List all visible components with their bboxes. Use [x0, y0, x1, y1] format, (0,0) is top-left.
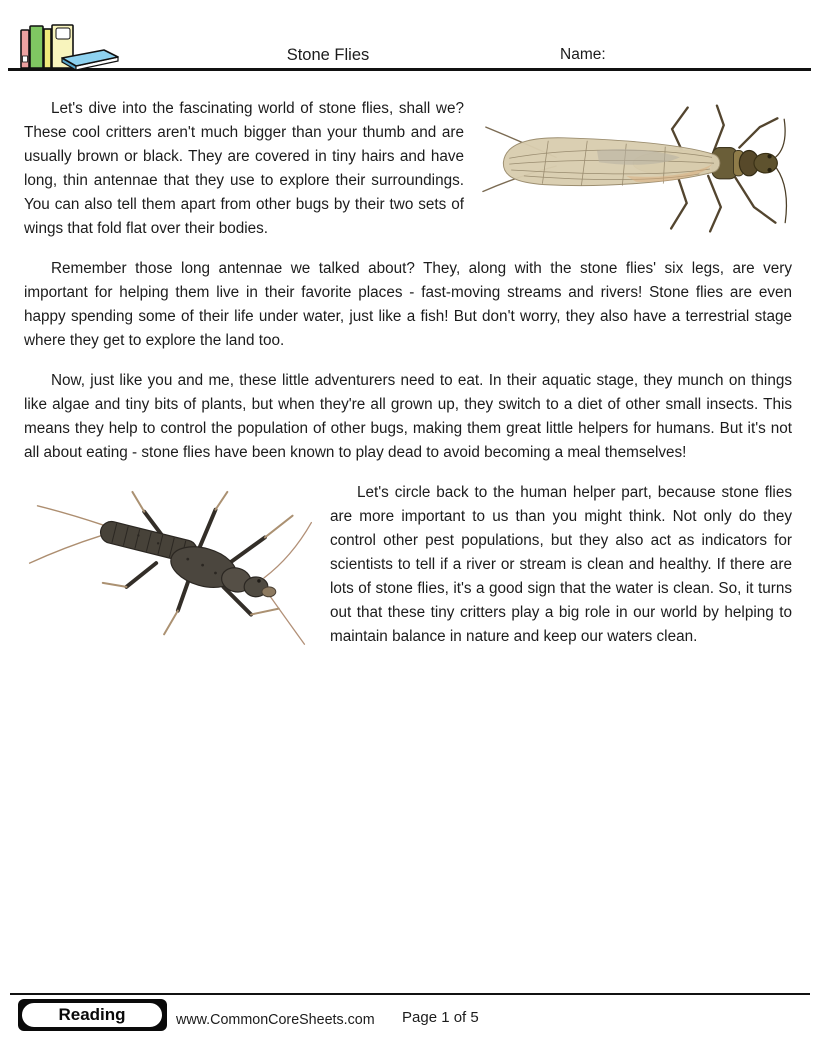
paragraph-text: Let's circle back to the human helper part, because stone flies are more important to us than you might think. Not only do they control other pest populations, but they also act as indicators for scientists to tell if a river or stream is clean and healthy. If there are lots of stone flies, it's a good sign that the water is clean. So, it turns out that these tiny critters play a big role in our world by helping to maintain balance in nature and keep our waters clean.	[330, 484, 792, 645]
adult-stonefly-image	[480, 101, 792, 239]
paragraph-1	[24, 97, 792, 241]
paragraph-3	[24, 369, 792, 465]
subject-badge-label: Reading	[21, 1002, 163, 1028]
books-logo-icon	[18, 20, 122, 70]
paragraph-2	[24, 257, 792, 353]
website-text: www.CommonCoreSheets.com	[176, 1012, 375, 1028]
name-label: Name:	[560, 46, 606, 63]
subject-badge	[18, 999, 167, 1031]
paragraph-4	[24, 481, 792, 649]
page-title: Stone Flies	[286, 46, 370, 64]
paragraph-text: Remember those long antennae we talked about? They, along with the stone flies' six legs, are very important for helping them live in their favorite places - fast-moving streams and rivers! Stone flies are even happy spending some of their life under water, just like a fish! But don't worry, they also have a terrestrial stage where they get to explore the land too.	[24, 260, 792, 349]
header	[8, 0, 811, 71]
footer	[10, 993, 810, 1055]
reading-passage	[24, 97, 792, 666]
paragraph-text: Let's dive into the fascinating world of stone flies, shall we? These cool critters aren't much bigger than your thumb and are usually brown or black. They are covered in tiny hairs and have long, thin antennae that they use to explore their surroundings. You can also tell them apart from other bugs by their two sets of wings that fold flat over their bodies.	[24, 100, 464, 237]
stonefly-nymph-image	[18, 486, 320, 662]
page-number: Page 1 of 5	[402, 1009, 479, 1026]
paragraph-text: Now, just like you and me, these little adventurers need to eat. In their aquatic stage, they munch on things like algae and tiny bits of plants, but when they're all grown up, they switch to a diet of other small insects. This means they help to control the population of other bugs, making them great little helpers for humans. But it's not all about eating - stone flies have been known to play dead to avoid becoming a meal themselves!	[24, 372, 792, 461]
